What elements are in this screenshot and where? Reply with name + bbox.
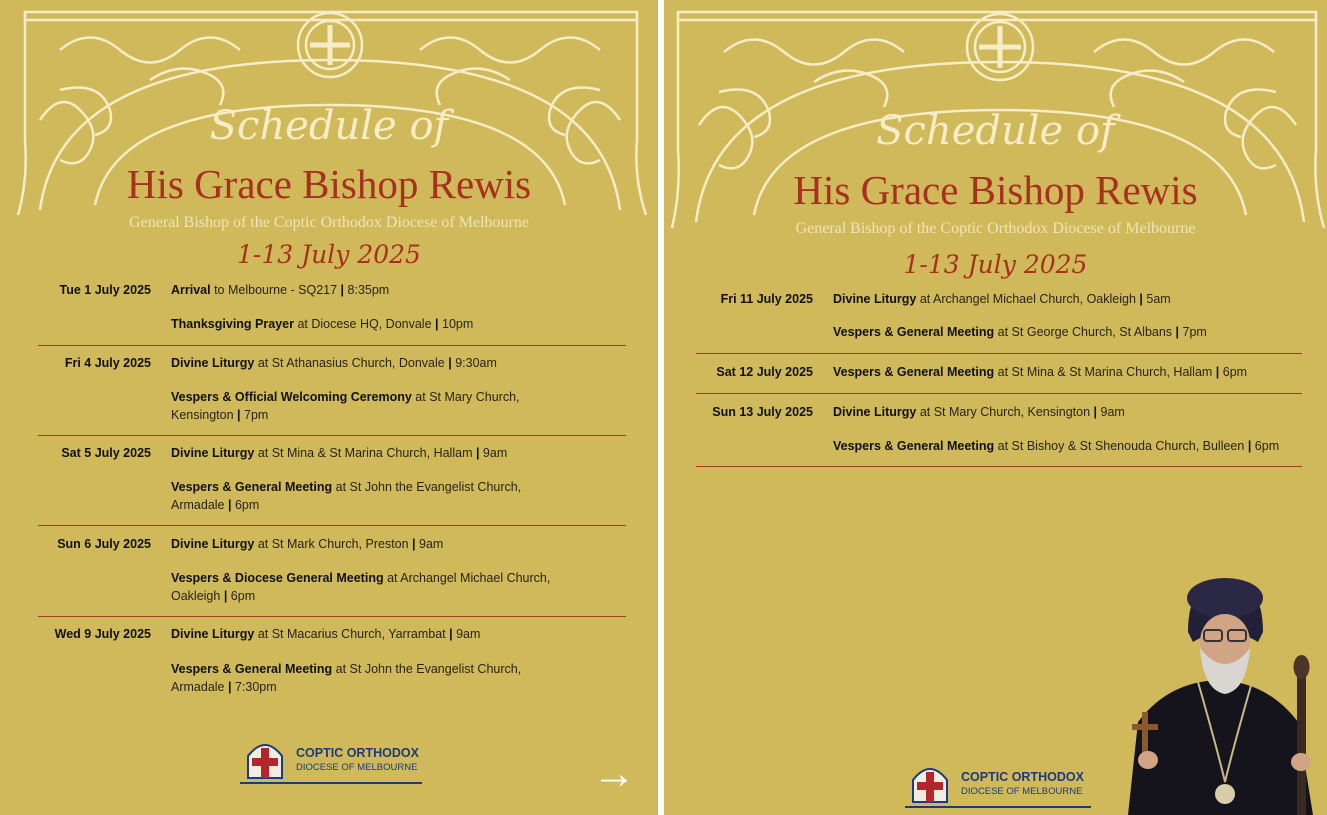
divider xyxy=(38,616,626,617)
logo-underline xyxy=(240,782,422,784)
schedule-date: Wed 9 July 2025 xyxy=(54,627,151,641)
diocese-logo-icon xyxy=(240,738,290,784)
divider xyxy=(696,393,1302,394)
schedule-event: Divine Liturgy at St Mark Church, Preston | 9am xyxy=(171,537,444,551)
schedule-date: Fri 4 July 2025 xyxy=(64,356,151,370)
schedule-event: Vespers & General Meeting at St John the Evangelist Church, Armadale | 7:30pm xyxy=(171,662,522,694)
schedule-page-1 xyxy=(0,0,658,815)
schedule-event: Thanksgiving Prayer at Diocese HQ, Donvale | 10pm xyxy=(171,317,474,331)
cross-medallion-icon xyxy=(298,13,362,77)
logo-line2: DIOCESE OF MELBOURNE xyxy=(961,786,1083,797)
schedule-event: Vespers & General Meeting at St Mina & St Marina Church, Hallam | 6pm xyxy=(833,365,1248,379)
schedule-event: Vespers & General Meeting at St Bishoy & St Shenouda Church, Bulleen | 6pm xyxy=(833,439,1280,453)
schedule-event: Vespers & Official Welcoming Ceremony at St Mary Church, Kensington | 7pm xyxy=(171,390,520,422)
diocese-logo xyxy=(905,762,1084,813)
divider xyxy=(696,466,1302,467)
bishop-name-title: His Grace Bishop Rewis xyxy=(126,161,532,207)
bishop-portrait xyxy=(1108,572,1327,815)
divider xyxy=(38,345,626,346)
schedule-event: Vespers & General Meeting at St George Church, St Albans | 7pm xyxy=(833,325,1207,339)
diocese-logo-icon xyxy=(905,762,955,808)
schedule-date: Fri 11 July 2025 xyxy=(720,292,813,306)
bishop-subtitle: General Bishop of the Coptic Orthodox Diocese of Melbourne xyxy=(795,220,1196,237)
bishop-name-title: His Grace Bishop Rewis xyxy=(793,167,1198,213)
schedule-event: Arrival to Melbourne - SQ217 | 8:35pm xyxy=(171,283,390,297)
next-arrow-icon[interactable]: → xyxy=(592,749,636,798)
date-range: 1-13 July 2025 xyxy=(237,240,421,269)
logo-line2: DIOCESE OF MELBOURNE xyxy=(296,762,418,773)
date-range: 1-13 July 2025 xyxy=(903,250,1088,279)
divider xyxy=(38,435,626,436)
divider xyxy=(696,353,1302,354)
schedule-date: Sat 5 July 2025 xyxy=(61,446,151,460)
schedule-of-heading: Schedule of xyxy=(209,103,449,149)
schedule-event: Divine Liturgy at St Macarius Church, Yarrambat | 9am xyxy=(171,627,481,641)
schedule-date: Sun 13 July 2025 xyxy=(712,405,813,419)
schedule-event: Divine Liturgy at St Athanasius Church, Donvale | 9:30am xyxy=(171,356,497,370)
schedule-event: Divine Liturgy at Archangel Michael Church, Oakleigh | 5am xyxy=(833,292,1171,306)
schedule-event: Divine Liturgy at St Mina & St Marina Church, Hallam | 9am xyxy=(171,446,508,460)
schedule-event: Divine Liturgy at St Mary Church, Kensington | 9am xyxy=(833,405,1125,419)
schedule-of-heading: Schedule of xyxy=(876,108,1115,154)
schedule-date: Sun 6 July 2025 xyxy=(57,537,151,551)
schedule-event: Vespers & General Meeting at St John the Evangelist Church, Armadale | 6pm xyxy=(171,480,522,512)
logo-line1: COPTIC ORTHODOX xyxy=(296,746,419,760)
divider xyxy=(38,525,626,526)
logo-underline xyxy=(905,806,1091,808)
schedule-date: Sat 12 July 2025 xyxy=(716,365,813,379)
diocese-logo xyxy=(240,738,419,789)
bishop-subtitle: General Bishop of the Coptic Orthodox Diocese of Melbourne xyxy=(129,214,529,231)
cross-medallion-icon xyxy=(967,14,1033,80)
schedule-date: Tue 1 July 2025 xyxy=(59,283,151,297)
logo-line1: COPTIC ORTHODOX xyxy=(961,770,1084,784)
schedule-event: Vespers & Diocese General Meeting at Archangel Michael Church, Oakleigh | 6pm xyxy=(171,571,551,603)
